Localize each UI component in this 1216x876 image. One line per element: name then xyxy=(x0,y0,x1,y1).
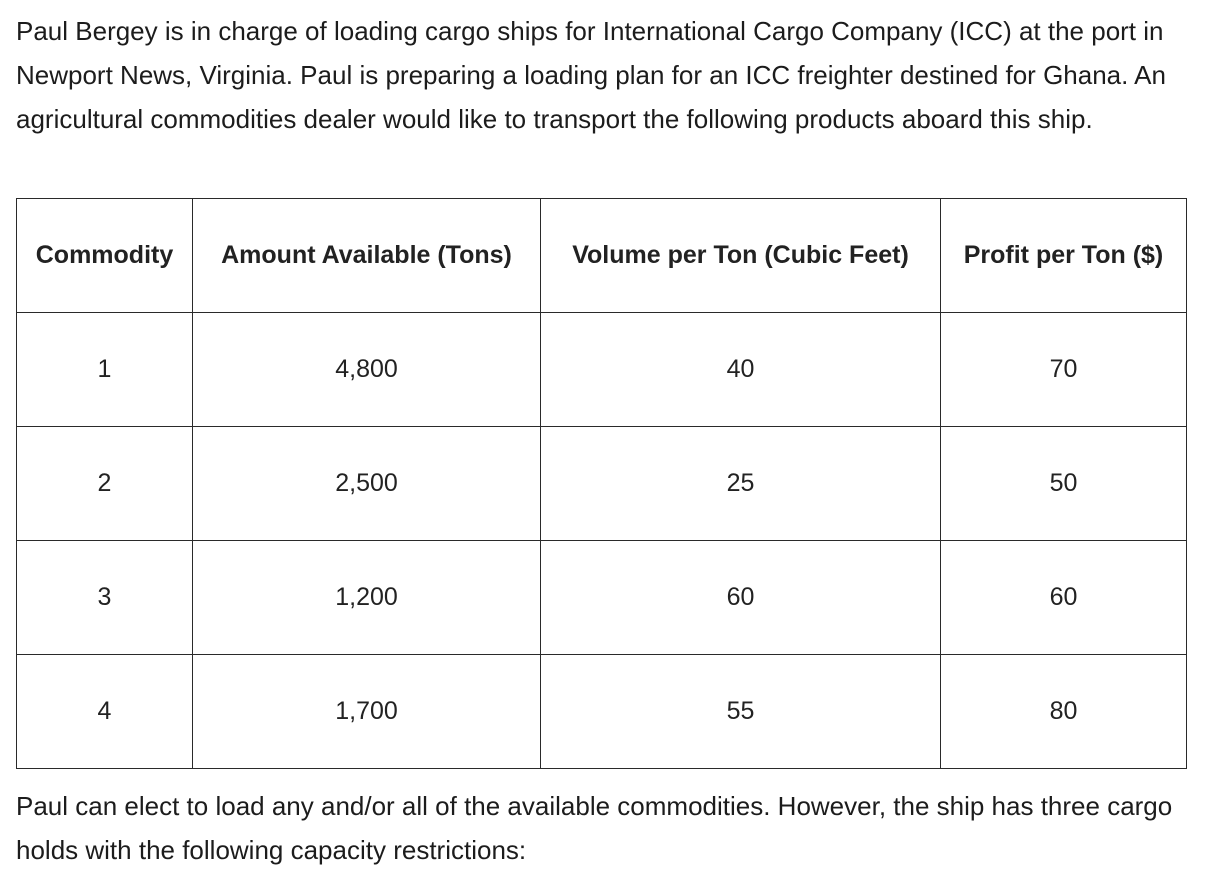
after-table-paragraph: Paul can elect to load any and/or all of the available commodities. However, the ship has three cargo holds with the following capacity restrictions: xyxy=(16,791,1173,865)
cell-volume: 55 xyxy=(541,655,941,769)
table-header-row xyxy=(17,199,1187,313)
cell-commodity: 1 xyxy=(17,313,193,427)
intro-paragraph: Paul Bergey is in charge of loading cargo ships for International Cargo Company (ICC) at the port in Newport News, Virginia. Paul is preparing a loading plan for an ICC freighter destined for Ghana. An agricultural commodities dealer would like to transport the following products aboard this ship. xyxy=(16,16,1166,134)
table-row xyxy=(17,541,1187,655)
cell-commodity: 3 xyxy=(17,541,193,655)
cell-profit: 80 xyxy=(941,655,1187,769)
cell-amount: 1,200 xyxy=(193,541,541,655)
cell-commodity: 4 xyxy=(17,655,193,769)
cell-volume: 40 xyxy=(541,313,941,427)
cell-profit: 50 xyxy=(941,427,1187,541)
header-profit-per-ton: Profit per Ton ($) xyxy=(941,199,1187,313)
cell-profit: 70 xyxy=(941,313,1187,427)
cell-amount: 2,500 xyxy=(193,427,541,541)
header-volume-per-ton: Volume per Ton (Cubic Feet) xyxy=(541,199,941,313)
cell-volume: 25 xyxy=(541,427,941,541)
cell-amount: 4,800 xyxy=(193,313,541,427)
table-row xyxy=(17,313,1187,427)
table-row xyxy=(17,655,1187,769)
header-commodity: Commodity xyxy=(17,199,193,313)
cell-commodity: 2 xyxy=(17,427,193,541)
cell-amount: 1,700 xyxy=(193,655,541,769)
cell-volume: 60 xyxy=(541,541,941,655)
commodity-table xyxy=(16,198,1187,769)
header-amount-available: Amount Available (Tons) xyxy=(193,199,541,313)
table-row xyxy=(17,427,1187,541)
cell-profit: 60 xyxy=(941,541,1187,655)
